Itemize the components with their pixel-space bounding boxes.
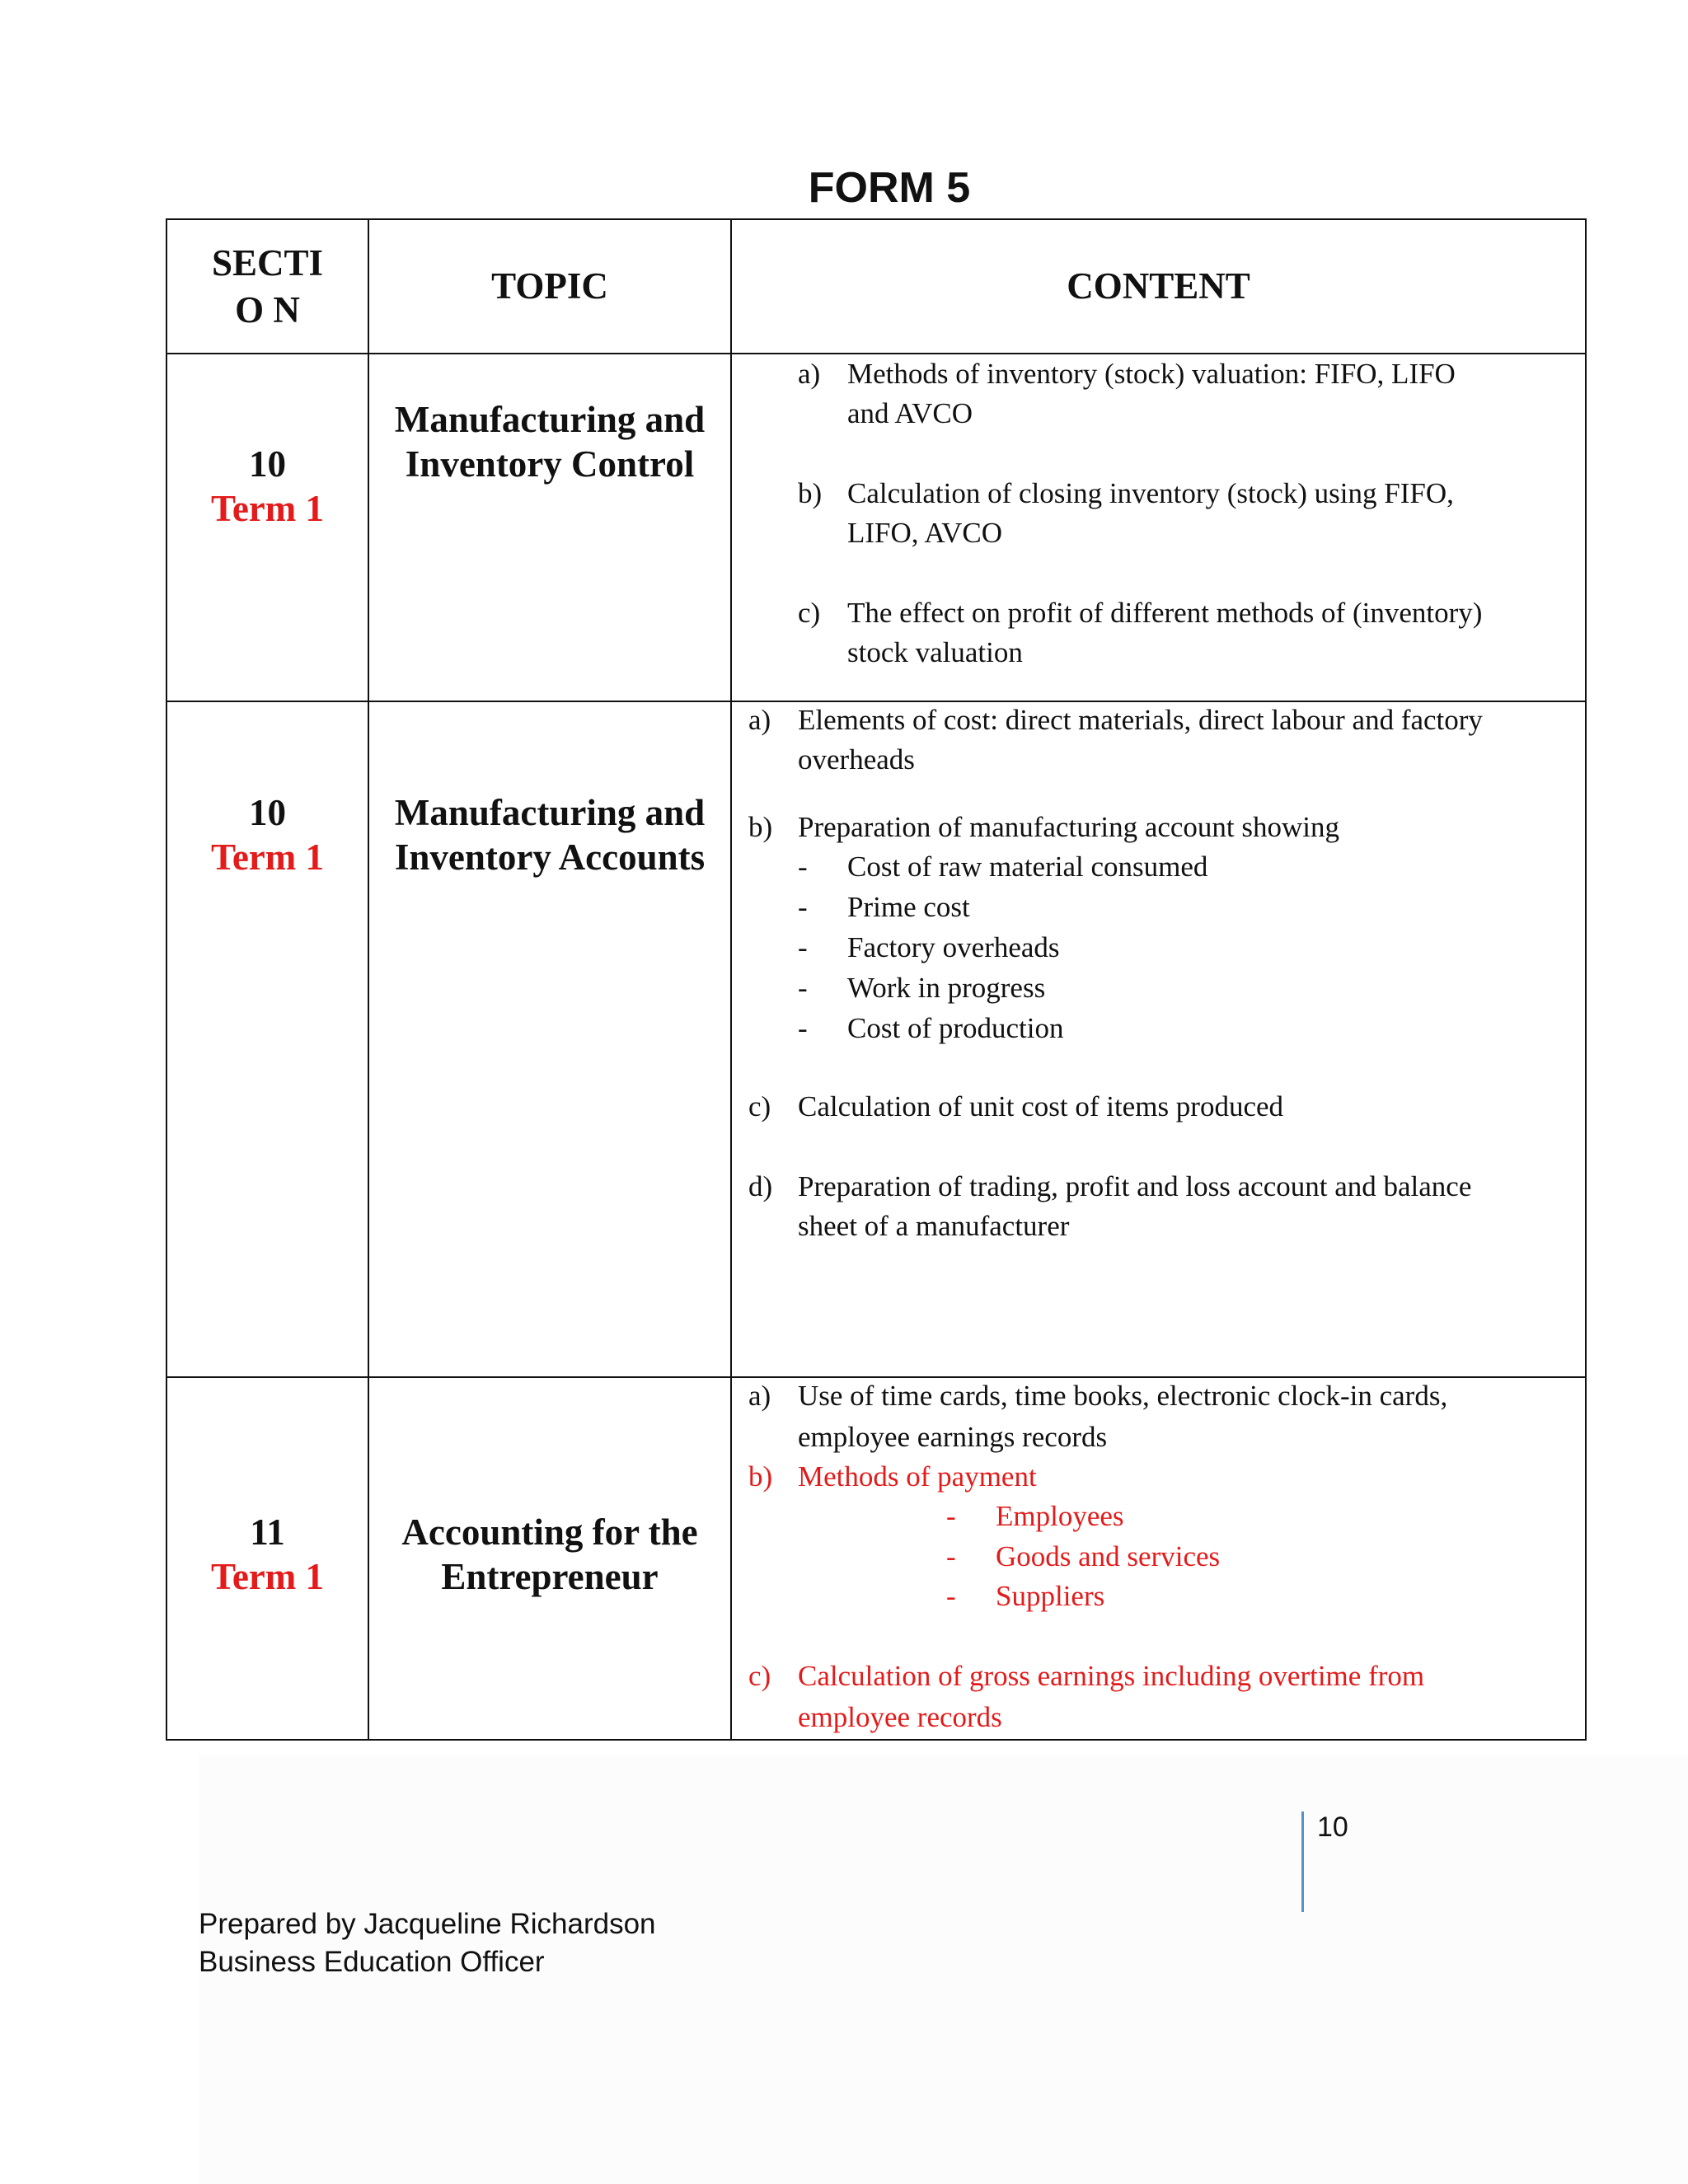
page-title: FORM 5	[808, 164, 971, 212]
content-cell: a) Use of time cards, time books, electronic clock-in cards, employee earnings records b) Methods of payment - Employees - Goods and services - Suppliers c) Calculation of gross earnings including overtime from employee records	[731, 1377, 1586, 1740]
footer-role: Business Education Officer	[199, 1946, 545, 1978]
table-row	[166, 1377, 1586, 1740]
header-section: SECTIO N	[166, 219, 368, 354]
topic-line: Manufacturing and	[394, 792, 706, 833]
topic-cell	[368, 1377, 731, 1740]
topic-line: Accounting for the	[401, 1511, 698, 1553]
topic-line: Inventory Accounts	[394, 837, 706, 878]
page-number: 10	[1317, 1811, 1348, 1843]
term-label: Term 1	[210, 1556, 325, 1597]
footer-author: Prepared by Jacqueline Richardson	[199, 1908, 656, 1940]
header-content: CONTENT	[731, 219, 1586, 354]
content-cell: a) Methods of inventory (stock) valuation: FIFO, LIFO and AVCO b) Calculation of closing inventory (stock) using FIFO, LIFO, AVCO c) The effect on profit of different methods of (inventory) stock valuation	[731, 354, 1586, 701]
section-cell	[166, 354, 368, 701]
topic-line: Entrepreneur	[441, 1556, 659, 1597]
table-header-row	[166, 219, 1586, 354]
syllabus-table	[166, 218, 1587, 1741]
page-number-rule	[1301, 1811, 1304, 1912]
table-row	[166, 701, 1586, 1377]
topic-line: Manufacturing and	[394, 399, 706, 440]
section-cell	[166, 701, 368, 1377]
content-cell: a) Elements of cost: direct materials, direct labour and factory overheads b) Preparation of manufacturing account showing - Cost of raw material consumed - Prime cost - Factory overheads - Work in progress - Cost of production c) Calculation of unit cost of items produced d) Preparation of trading, profit and loss account and balance sheet of a manufacturer	[731, 701, 1586, 1377]
table-row	[166, 354, 1586, 701]
section-number: 10	[249, 792, 286, 833]
footer	[199, 1905, 656, 1981]
section-cell	[166, 1377, 368, 1740]
topic-line: Inventory Control	[405, 443, 695, 485]
header-topic: TOPIC	[368, 219, 731, 354]
section-number: 10	[249, 443, 286, 485]
term-label: Term 1	[210, 488, 325, 529]
topic-cell	[368, 354, 731, 701]
section-number: 11	[250, 1511, 285, 1553]
term-label: Term 1	[210, 837, 325, 878]
topic-cell	[368, 701, 731, 1377]
